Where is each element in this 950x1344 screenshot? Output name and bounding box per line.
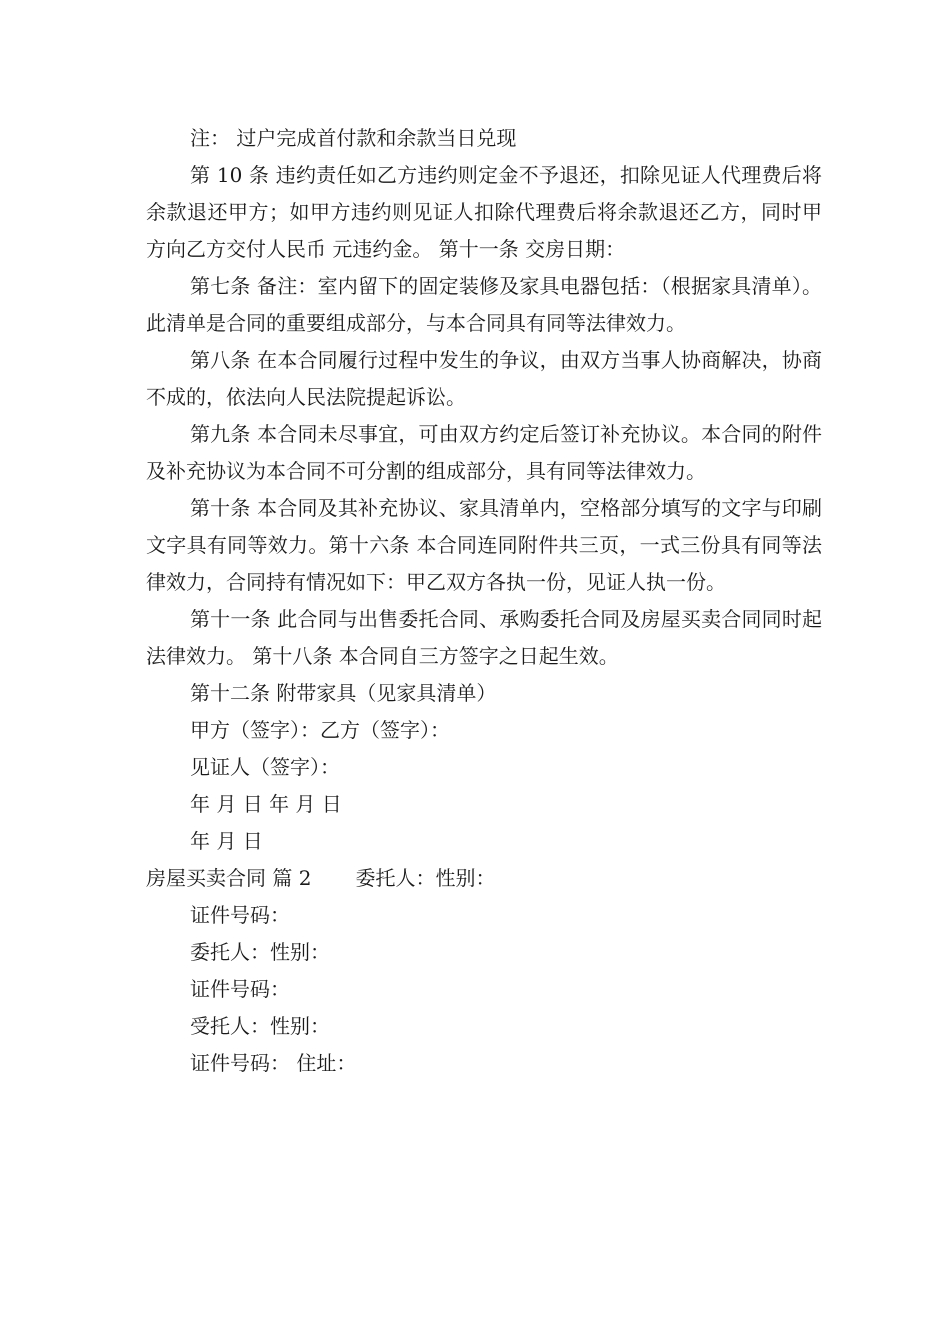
clause-supplement: 第九条 本合同未尽事宜，可由双方约定后签订补充协议。本合同的附件及补充协议为本合同不可分割的组成部分，具有同等法律效力。 <box>146 422 822 483</box>
date-line-2: 年 月 日 <box>190 829 263 853</box>
clause-remarks: 第七条 备注：室内留下的固定装修及家具电器包括：（根据家具清单）。此清单是合同的重要组成部分，与本合同具有同等法律效力。 <box>146 274 822 335</box>
clause-dispute: 第八条 在本合同履行过程中发生的争议，由双方当事人协商解决，协商不成的，依法向人民法院提起诉讼。 <box>146 348 822 409</box>
clause-validity: 第十一条 此合同与出售委托合同、承购委托合同及房屋买卖合同同时起法律效力。 第十八条 本合同自三方签字之日起生效。 <box>146 607 822 668</box>
signature-parties: 甲方（签字）：乙方（签字）： <box>190 718 450 742</box>
signature-witness: 见证人（签字）： <box>190 755 340 779</box>
field-principal-gender: 委托人：性别： <box>190 940 330 964</box>
field-id-number-1: 证件号码： <box>190 903 290 927</box>
payment-note: 注： 过户完成首付款和余款当日兑现 <box>190 126 517 150</box>
field-id-number-2: 证件号码： <box>190 977 290 1001</box>
field-id-number-address: 证件号码： 住址： <box>190 1051 357 1075</box>
section-2-heading <box>146 860 822 897</box>
date-line-1: 年 月 日 年 月 日 <box>190 792 342 816</box>
section-2-first-field: 委托人：性别： <box>355 866 496 890</box>
clause-breach-liability: 第 10 条 违约责任如乙方违约则定金不予退还，扣除见证人代理费后将余款退还甲方；如甲方违约则见证人扣除代理费后将余款退还乙方，同时甲方向乙方交付人民币 元违约金。 第十一条 交房日期： <box>146 163 822 261</box>
section-2-title: 房屋买卖合同 篇 2 <box>146 866 312 890</box>
document-page <box>146 120 822 1082</box>
field-agent-gender: 受托人：性别： <box>190 1014 330 1038</box>
clause-furniture: 第十二条 附带家具（见家具清单） <box>190 681 497 705</box>
clause-effectiveness: 第十条 本合同及其补充协议、家具清单内，空格部分填写的文字与印刷文字具有同等效力。第十六条 本合同连同附件共三页，一式三份具有同等法律效力，合同持有情况如下：甲乙双方各执一份，见证人执一份。 <box>146 496 822 594</box>
